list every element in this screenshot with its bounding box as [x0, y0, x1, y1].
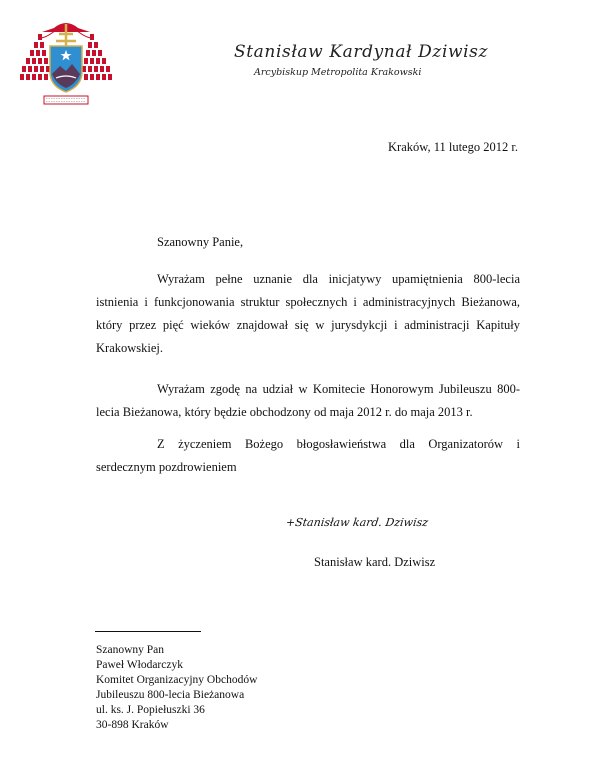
letterhead-name: Stanisław Kardynał Dziwisz — [234, 42, 489, 62]
handwritten-signature: +Stanisław kard. Dziwisz — [285, 516, 429, 529]
paragraph-text: Z życzeniem Bożego błogosławieństwa dla Organizatorów i serdecznym pozdrowieniem — [96, 437, 520, 474]
divider — [95, 631, 201, 632]
addressee-block — [96, 643, 257, 733]
addressee-line: Szanowny Pan — [96, 644, 165, 656]
tassels-left — [20, 34, 50, 80]
addressee-line: Komitet Organizacyjny Obchodów — [96, 674, 258, 686]
addressee-line: ul. ks. J. Popiełuszki 36 — [96, 704, 205, 716]
salutation: Szanowny Panie, — [157, 235, 244, 249]
place-date: Kraków, 11 lutego 2012 r. — [388, 140, 518, 154]
paragraph-text: Wyrażam zgodę na udział w Komitecie Honorowym Jubileuszu 800-lecia Bieżanowa, który będzie obchodzony od maja 2012 r. do maja 2013 r. — [96, 382, 520, 419]
addressee-line: 30-898 Kraków — [96, 719, 169, 731]
addressee-line: Paweł Włodarczyk — [96, 659, 183, 671]
motto-scroll — [44, 96, 88, 104]
letterhead-title: Arcybiskup Metropolita Krakowski — [254, 67, 422, 78]
signer-name: Stanisław kard. Dziwisz — [314, 555, 436, 569]
paragraph-text: Wyrażam pełne uznanie dla inicjatywy upamiętnienia 800-lecia istnienia i funkcjonowania struktur społecznych i administracyjnych Bieżanowa, który przez pięć wieków znajdował się w jurysdykcji i administracji Kapituły Krakowskiej. — [96, 272, 520, 355]
coat-of-arms-icon — [16, 8, 116, 108]
paragraph-2 — [96, 378, 520, 424]
paragraph-3 — [96, 433, 520, 479]
tassels-right — [82, 34, 112, 80]
paragraph-1 — [96, 268, 520, 360]
addressee-line: Jubileuszu 800-lecia Bieżanowa — [96, 689, 245, 701]
